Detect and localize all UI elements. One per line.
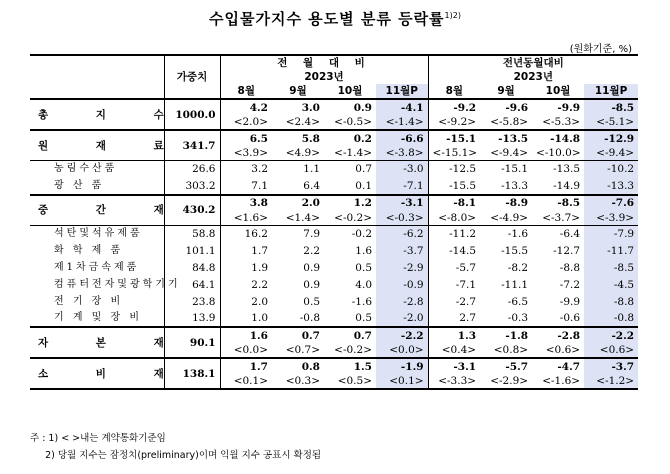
header-year: 2023년	[513, 71, 553, 83]
yoy-contract: <-5.1>	[584, 115, 638, 130]
row-weight: 138.1	[164, 358, 220, 389]
footnote-1: 주 : 1) < >내는 계약통화기준임	[30, 433, 166, 444]
yoy-value: -8.5	[557, 197, 581, 209]
unit-label: (원화기준, %)	[569, 44, 632, 55]
mom-value: 1.5	[353, 360, 372, 373]
yoy-value: -8.1	[453, 197, 477, 209]
yoy-value: -13.5	[498, 132, 529, 145]
sub-mom-value: 7.9	[303, 227, 320, 240]
mom-value: 1.6	[249, 329, 268, 342]
header-blank	[30, 55, 164, 99]
sub-yoy-value: -12.7	[553, 244, 581, 257]
yoy-value: -5.7	[505, 360, 529, 373]
sub-row-label: 전 기 장 비	[30, 293, 164, 310]
header-month: 10월	[545, 85, 571, 97]
sub-row-label: 석탄및석유제품	[30, 225, 164, 242]
mom-value: 3.0	[301, 101, 320, 114]
yoy-value: -3.7	[584, 358, 638, 374]
sub-yoy-value: -15.5	[449, 179, 477, 192]
sub-mom-value: -6.2	[376, 225, 428, 242]
row-label: 중 간 재	[30, 195, 164, 226]
mom-contract: <-0.2>	[334, 211, 372, 224]
sub-row-label: 농림수산품	[30, 161, 164, 178]
mom-contract: <-1.4>	[334, 147, 372, 159]
sub-mom-value: 3.2	[251, 163, 268, 176]
yoy-value: -2.8	[557, 329, 581, 342]
yoy-contract: <-3.7>	[542, 211, 581, 224]
sub-yoy-value: -15.5	[501, 244, 529, 257]
yoy-value: -8.9	[505, 197, 529, 209]
sub-mom-value: 16.2	[244, 227, 268, 240]
mom-contract: <3.9>	[233, 147, 268, 159]
sub-row-weight: 101.1	[164, 242, 220, 259]
sub-yoy-value: -8.5	[584, 259, 638, 276]
mom-contract: <4.9>	[285, 147, 320, 159]
mom-contract: <0.3>	[285, 375, 320, 387]
sub-mom-value: 1.1	[303, 163, 320, 176]
row-weight: 430.2	[164, 195, 220, 226]
row-weight: 1000.0	[164, 99, 220, 130]
yoy-value: -9.6	[505, 101, 529, 114]
mom-value: 1.2	[353, 197, 372, 209]
sub-mom-value: -2.8	[376, 293, 428, 310]
sub-yoy-value: -9.9	[559, 295, 581, 308]
mom-value: 0.7	[353, 329, 372, 342]
sub-row-weight: 23.8	[164, 293, 220, 310]
yoy-contract: <-3.9>	[584, 211, 638, 226]
sub-yoy-value: -8.8	[584, 293, 638, 310]
mom-value: -4.1	[376, 99, 428, 115]
sub-mom-value: 7.1	[251, 179, 268, 192]
sub-yoy-value: -11.1	[501, 278, 529, 291]
sub-row-weight: 303.2	[164, 178, 220, 195]
yoy-contract: <-8.0>	[438, 211, 477, 224]
sub-mom-value: 4.0	[355, 278, 372, 291]
yoy-value: -7.6	[584, 195, 638, 211]
sub-row-label: 광 산 품	[30, 178, 164, 195]
sub-mom-value: 1.9	[251, 261, 268, 274]
sub-yoy-value: -14.5	[449, 244, 477, 257]
mom-value: 3.8	[249, 197, 268, 209]
mom-value: 6.5	[249, 132, 268, 145]
yoy-value: -9.2	[453, 101, 477, 114]
sub-mom-value: 2.2	[251, 278, 268, 291]
sub-yoy-value: -6.5	[507, 295, 529, 308]
yoy-contract: <0.4>	[441, 344, 477, 356]
yoy-value: -15.1	[446, 132, 477, 145]
header-month: 9월	[497, 85, 515, 97]
sub-mom-value: -7.1	[376, 178, 428, 195]
header-month: 8월	[237, 85, 255, 97]
sub-yoy-value: -15.1	[501, 163, 529, 176]
header-month: 8월	[445, 85, 464, 97]
yoy-contract: <-9.4>	[490, 147, 529, 159]
sub-mom-value: 1.0	[251, 312, 268, 324]
price-index-table	[30, 54, 638, 390]
mom-value: -3.1	[376, 195, 428, 211]
mom-contract: <-0.5>	[334, 116, 372, 128]
sub-yoy-value: -7.1	[455, 278, 477, 291]
yoy-contract: <-5.3>	[542, 116, 581, 128]
sub-mom-value: -3.0	[376, 161, 428, 178]
mom-contract: <2.4>	[285, 116, 320, 128]
row-label: 총 지 수	[30, 99, 164, 130]
sub-yoy-value: -8.2	[507, 261, 529, 274]
sub-row-weight: 58.8	[164, 225, 220, 242]
header-month: 10월	[337, 85, 363, 97]
sub-row-label: 기 계 및 장 비	[30, 310, 164, 327]
sub-yoy-value: -11.7	[584, 242, 638, 259]
sub-yoy-value: -13.3	[501, 179, 529, 192]
sub-mom-value: 0.9	[303, 261, 320, 274]
sub-mom-value: -2.0	[376, 310, 428, 327]
mom-contract: <-0.2>	[334, 344, 372, 356]
sub-yoy-value: -13.3	[584, 178, 638, 195]
sub-yoy-value: -11.2	[449, 227, 477, 240]
sub-yoy-value: -7.2	[559, 278, 581, 291]
yoy-value: -4.7	[557, 360, 581, 373]
header-year: 2023년	[220, 70, 428, 84]
sub-row-weight: 64.1	[164, 276, 220, 293]
sub-mom-value: -3.7	[376, 242, 428, 259]
header-yoy: 전년동월대비	[502, 57, 564, 69]
row-label: 소 비 재	[30, 358, 164, 389]
row-weight: 341.7	[164, 130, 220, 161]
sub-mom-value: 0.5	[355, 261, 372, 274]
mom-contract: <0.5>	[337, 375, 372, 387]
mom-contract: <-3.8>	[376, 146, 428, 161]
sub-yoy-value: -0.6	[559, 312, 581, 324]
yoy-contract: <-10.0>	[536, 147, 581, 159]
mom-contract: <0.1>	[376, 374, 428, 389]
yoy-contract: <-4.9>	[490, 211, 529, 224]
mom-value: 0.7	[301, 329, 320, 342]
mom-value: 5.8	[301, 132, 320, 145]
mom-contract: <2.0>	[233, 116, 268, 128]
yoy-contract: <-9.2>	[438, 116, 477, 128]
footnotes	[30, 430, 321, 464]
yoy-contract: <-2.9>	[490, 375, 529, 387]
sub-mom-value: -2.9	[376, 259, 428, 276]
yoy-value: -12.9	[584, 130, 638, 146]
sub-yoy-value: -6.4	[559, 227, 581, 240]
sub-yoy-value: -2.7	[455, 295, 477, 308]
sub-row-weight: 84.8	[164, 259, 220, 276]
sub-mom-value: 0.9	[303, 278, 320, 291]
mom-contract: <1.6>	[233, 211, 268, 224]
sub-yoy-value: -13.5	[553, 163, 581, 176]
sub-yoy-value: -0.3	[507, 312, 529, 324]
row-label: 자 본 재	[30, 327, 164, 358]
yoy-value: -3.1	[453, 360, 477, 373]
mom-contract: <-1.4>	[376, 115, 428, 130]
sub-mom-value: 2.0	[251, 295, 268, 308]
yoy-contract: <-1.2>	[584, 374, 638, 389]
mom-value: 0.8	[301, 360, 320, 373]
sub-yoy-value: -7.9	[584, 225, 638, 242]
row-label: 원 재 료	[30, 130, 164, 161]
sub-mom-value: -1.6	[351, 295, 372, 308]
yoy-value: -1.8	[505, 329, 529, 342]
sub-yoy-value: -10.2	[584, 161, 638, 178]
sub-mom-value: 0.5	[303, 295, 320, 308]
header-month: 9월	[289, 85, 307, 97]
footnote-2: 2) 당월 지수는 잠정치(preliminary)이며 익월 지수 공표시 확정됨	[30, 450, 322, 461]
header-weight: 가중치	[164, 55, 220, 99]
sub-yoy-value: -4.5	[584, 276, 638, 293]
yoy-contract: <0.6>	[584, 343, 638, 358]
sub-yoy-value: -8.8	[559, 261, 581, 274]
header-mom: 전 월 대 비	[220, 55, 428, 70]
mom-value: 0.9	[353, 101, 372, 114]
sub-mom-value: 1.6	[355, 244, 372, 257]
mom-value: -1.9	[376, 358, 428, 374]
mom-value: -2.2	[376, 327, 428, 343]
header-month: 11월P	[584, 84, 638, 99]
sub-mom-value: -0.9	[376, 276, 428, 293]
row-weight: 90.1	[164, 327, 220, 358]
sub-yoy-value: -12.5	[449, 163, 477, 176]
mom-contract: <0.0>	[233, 344, 268, 356]
sub-row-weight: 13.9	[164, 310, 220, 327]
yoy-contract: <-15.1>	[432, 147, 478, 159]
sub-mom-value: -0.2	[351, 227, 372, 240]
yoy-value: -8.5	[584, 99, 638, 115]
sub-row-label: 화 학 제 품	[30, 242, 164, 259]
mom-value: 0.2	[353, 132, 372, 145]
mom-value: 2.0	[301, 197, 320, 209]
mom-value: 4.2	[249, 101, 268, 114]
header-month: 11월P	[376, 84, 428, 99]
sub-row-label: 제1차금속제품	[30, 259, 164, 276]
mom-contract: <-0.3>	[376, 211, 428, 226]
sub-yoy-value: -5.7	[455, 261, 477, 274]
yoy-value: 1.3	[457, 329, 477, 342]
sub-mom-value: -0.8	[299, 312, 320, 324]
sub-mom-value: 6.4	[303, 179, 320, 192]
sub-yoy-value: 2.7	[459, 312, 477, 324]
sub-row-label: 컴퓨터전자및광학기기	[30, 276, 164, 293]
yoy-contract: <-5.8>	[490, 116, 529, 128]
sub-yoy-value: -14.9	[553, 179, 581, 192]
sub-mom-value: 0.7	[355, 163, 372, 176]
sub-mom-value: 0.1	[355, 179, 372, 192]
yoy-value: -14.8	[550, 132, 581, 145]
mom-value: -6.6	[376, 130, 428, 146]
mom-contract: <0.0>	[376, 343, 428, 358]
mom-contract: <0.1>	[233, 375, 268, 387]
yoy-contract: <0.8>	[493, 344, 529, 356]
sub-mom-value: 1.7	[251, 244, 268, 257]
sub-row-weight: 26.6	[164, 161, 220, 178]
sub-mom-value: 2.2	[303, 244, 320, 257]
mom-contract: <1.4>	[285, 211, 320, 224]
page-title: 수입물가지수 용도별 분류 등락률$^{1)2)}$	[209, 10, 461, 28]
yoy-value: -9.9	[557, 101, 581, 114]
yoy-contract: <-1.6>	[542, 375, 581, 387]
yoy-contract: <-3.3>	[438, 375, 477, 387]
mom-value: 1.7	[249, 360, 268, 373]
yoy-contract: <-9.4>	[584, 146, 638, 161]
yoy-contract: <0.6>	[545, 344, 581, 356]
yoy-value: -2.2	[584, 327, 638, 343]
sub-yoy-value: -0.8	[584, 310, 638, 327]
sub-yoy-value: -1.6	[507, 227, 529, 240]
mom-contract: <0.7>	[285, 344, 320, 356]
sub-mom-value: 0.5	[355, 312, 372, 324]
